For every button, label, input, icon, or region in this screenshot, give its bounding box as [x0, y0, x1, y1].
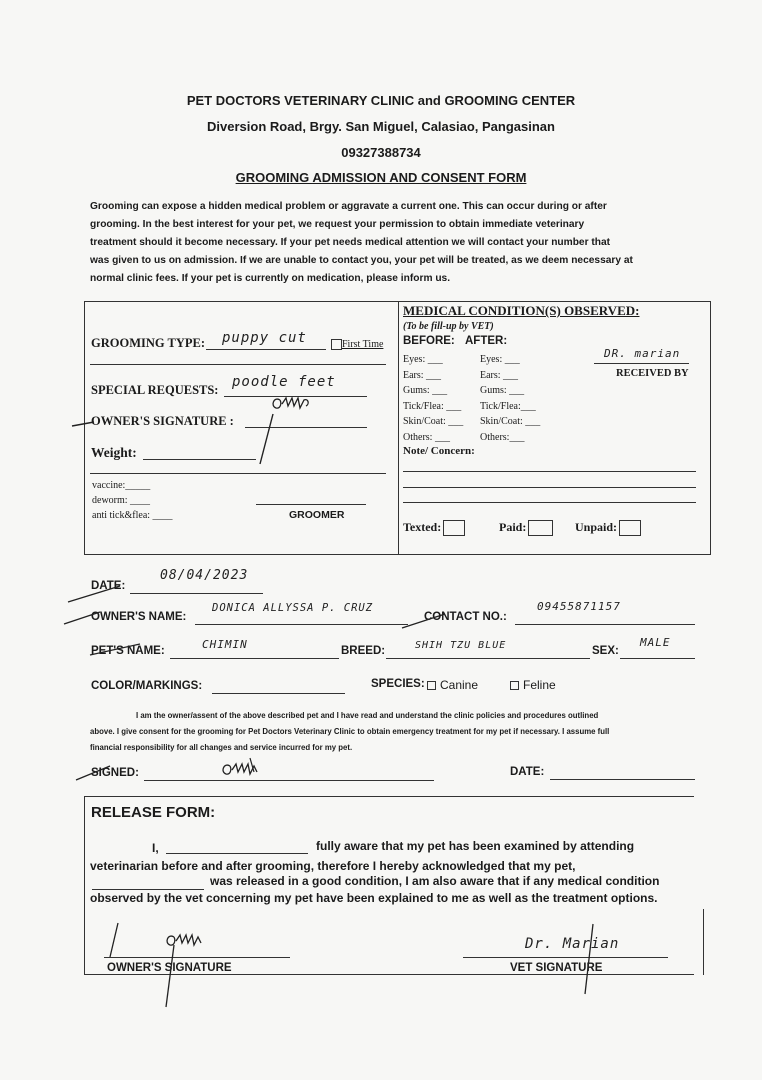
special-requests-value[interactable]: poodle feet: [232, 374, 336, 390]
vet-signature-stroke: [565, 920, 615, 1000]
grooming-type-label: GROOMING TYPE:: [91, 336, 206, 350]
clinic-name: PET DOCTORS VETERINARY CLINIC and GROOMING CENTER: [186, 93, 576, 108]
left-box-separator: [90, 473, 386, 474]
paid-checkbox[interactable]: [528, 520, 553, 536]
before-item: Ears: ___: [403, 369, 442, 381]
intro-line: was given to us on admission. If we are unable to contact you, your pet will be treated, as we deem necessary at: [90, 255, 633, 266]
release-name-line: [166, 853, 308, 854]
owner-name-value[interactable]: DONICA ALLYSSA P. CRUZ: [212, 602, 374, 614]
label-strike-marks: [60, 580, 460, 660]
after-item: Ears: ___: [480, 369, 519, 381]
after-item: Eyes: ___: [480, 354, 520, 365]
owner-sig-label: OWNER'S SIGNATURE: [107, 962, 232, 974]
vet-sig-label: VET SIGNATURE: [510, 962, 603, 974]
texted-label: Texted:: [403, 520, 442, 534]
paid-field: [499, 520, 553, 536]
after-item: Gums: ___: [480, 385, 525, 396]
before-label: BEFORE:: [403, 335, 455, 347]
consent-line: above. I give consent for the grooming for Pet Doctors Veterinary Clinic to obtain emergency treatment for my pet if necessary. I assume full: [90, 727, 610, 736]
intro-line: grooming. In the best interest for your pet, we request your permission to obtain immediate veterinary: [90, 219, 585, 230]
release-line3: was released in a good condition, I am also aware that if any medical condition: [210, 874, 660, 888]
release-title: RELEASE FORM:: [91, 804, 216, 821]
consent-line: financial responsibility for all changes and service incurred for my pet.: [90, 743, 353, 752]
release-i-label: I,: [152, 841, 159, 855]
pet-name-label: PET'S NAME:: [91, 645, 165, 657]
deworm-field: deworm: ____: [92, 495, 151, 506]
date-value[interactable]: 08/04/2023: [160, 568, 249, 583]
intro-paragraph: [90, 198, 696, 288]
received-by-label: RECEIVED BY: [616, 368, 689, 379]
clinic-address: Diversion Road, Brgy. San Miguel, Calasiao, Pangasinan: [207, 119, 555, 134]
signed-signature-image: [70, 752, 300, 788]
release-left-border: [84, 796, 85, 974]
release-top-border: [84, 796, 694, 797]
after-list: [480, 352, 540, 445]
box-divider: [398, 301, 399, 554]
antitick-field: anti tick&flea: ____: [92, 510, 173, 521]
clinic-phone: 09327388734: [341, 145, 421, 160]
groomer-line: [256, 504, 366, 505]
contact-label: CONTACT NO.:: [424, 611, 507, 623]
unpaid-field: [575, 520, 641, 536]
before-item: Others: ___: [403, 431, 450, 443]
consent-line: I am the owner/assent of the above described pet and I have read and understand the clinic policies and procedures outlined: [136, 711, 599, 720]
after-label: AFTER:: [465, 335, 508, 347]
groomer-label: GROOMER: [289, 509, 345, 521]
after-item: Tick/Flea:___: [480, 400, 536, 412]
form-title: GROOMING ADMISSION AND CONSENT FORM: [235, 170, 527, 185]
grooming-type-line2: [90, 364, 386, 365]
note-line-1: [403, 471, 696, 472]
weight-line: [143, 459, 256, 460]
sex-label: SEX:: [592, 645, 619, 657]
intro-line: Grooming can expose a hidden medical problem or aggravate a current one. This can occur during or after: [90, 201, 607, 212]
note-line-3: [403, 502, 696, 503]
received-by-line: [594, 363, 689, 364]
contact-line: [515, 624, 695, 625]
special-requests-label: SPECIAL REQUESTS:: [91, 383, 219, 397]
release-right-border: [703, 909, 704, 975]
medical-subtitle: (To be fill-up by VET): [403, 321, 494, 332]
consent-date-label: DATE:: [510, 766, 545, 778]
canine-option[interactable]: [427, 678, 478, 692]
first-time-label: First Time: [342, 339, 384, 350]
texted-field: [403, 520, 465, 536]
release-line1: fully aware that my pet has been examined by attending: [316, 839, 635, 853]
release-line2: veterinarian before and after grooming, therefore I hereby acknowledged that my pet,: [90, 859, 576, 873]
consent-date-line: [550, 779, 695, 780]
feline-label: Feline: [523, 678, 556, 692]
before-item: Tick/Flea: ___: [403, 400, 462, 412]
grooming-type-line: [206, 349, 326, 350]
feline-option[interactable]: [510, 678, 556, 692]
after-item: Skin/Coat: ___: [480, 416, 541, 427]
first-time-checkbox[interactable]: [331, 339, 383, 350]
contact-value[interactable]: 09455871157: [537, 600, 621, 613]
date-label: DATE:: [91, 580, 126, 592]
intro-line: treatment should it become necessary. If your pet needs medical attention we will contact your number that: [90, 237, 611, 248]
texted-checkbox[interactable]: [443, 520, 465, 536]
vaccine-field: vaccine:_____: [92, 480, 151, 491]
note-line-2: [403, 487, 696, 488]
color-line: [212, 693, 345, 694]
owner-signature-label: OWNER'S SIGNATURE :: [91, 414, 234, 428]
sex-value[interactable]: MALE: [640, 636, 671, 649]
paid-label: Paid:: [499, 520, 527, 534]
species-label: SPECIES:: [371, 678, 425, 690]
color-label: COLOR/MARKINGS:: [91, 680, 203, 692]
release-line4: observed by the vet concerning my pet have been explained to me as well as the treatment options.: [90, 891, 658, 905]
owner-name-label: OWNER'S NAME:: [91, 611, 187, 623]
medical-title: MEDICAL CONDITION(S) OBSERVED:: [403, 303, 640, 318]
after-item: Others:___: [480, 431, 525, 443]
before-item: Gums: ___: [403, 385, 448, 396]
before-item: Eyes: ___: [403, 354, 443, 365]
vet-sig-value[interactable]: Dr. Marian: [525, 936, 620, 952]
unpaid-checkbox[interactable]: [619, 520, 641, 536]
grooming-type-value[interactable]: puppy cut: [222, 330, 307, 346]
canine-label: Canine: [440, 678, 479, 692]
breed-label: BREED:: [341, 645, 386, 657]
consent-paragraph: [90, 708, 696, 756]
breed-value[interactable]: SHIH TZU BLUE: [415, 640, 507, 651]
received-by-value[interactable]: DR. marian: [604, 347, 681, 360]
note-label: Note/ Concern:: [403, 445, 475, 457]
weight-label: Weight:: [91, 445, 137, 460]
release-pet-line: [92, 889, 204, 890]
pet-name-value[interactable]: CHIMIN: [202, 638, 248, 651]
unpaid-label: Unpaid:: [575, 520, 618, 534]
sex-line: [620, 658, 695, 659]
before-item: Skin/Coat: ___: [403, 416, 464, 427]
signed-label: SIGNED:: [91, 767, 139, 779]
before-list: [403, 352, 463, 445]
owner-release-signature-image: [100, 915, 250, 1010]
intro-line: normal clinic fees. If your pet is currently on medication, please inform us.: [90, 273, 451, 284]
